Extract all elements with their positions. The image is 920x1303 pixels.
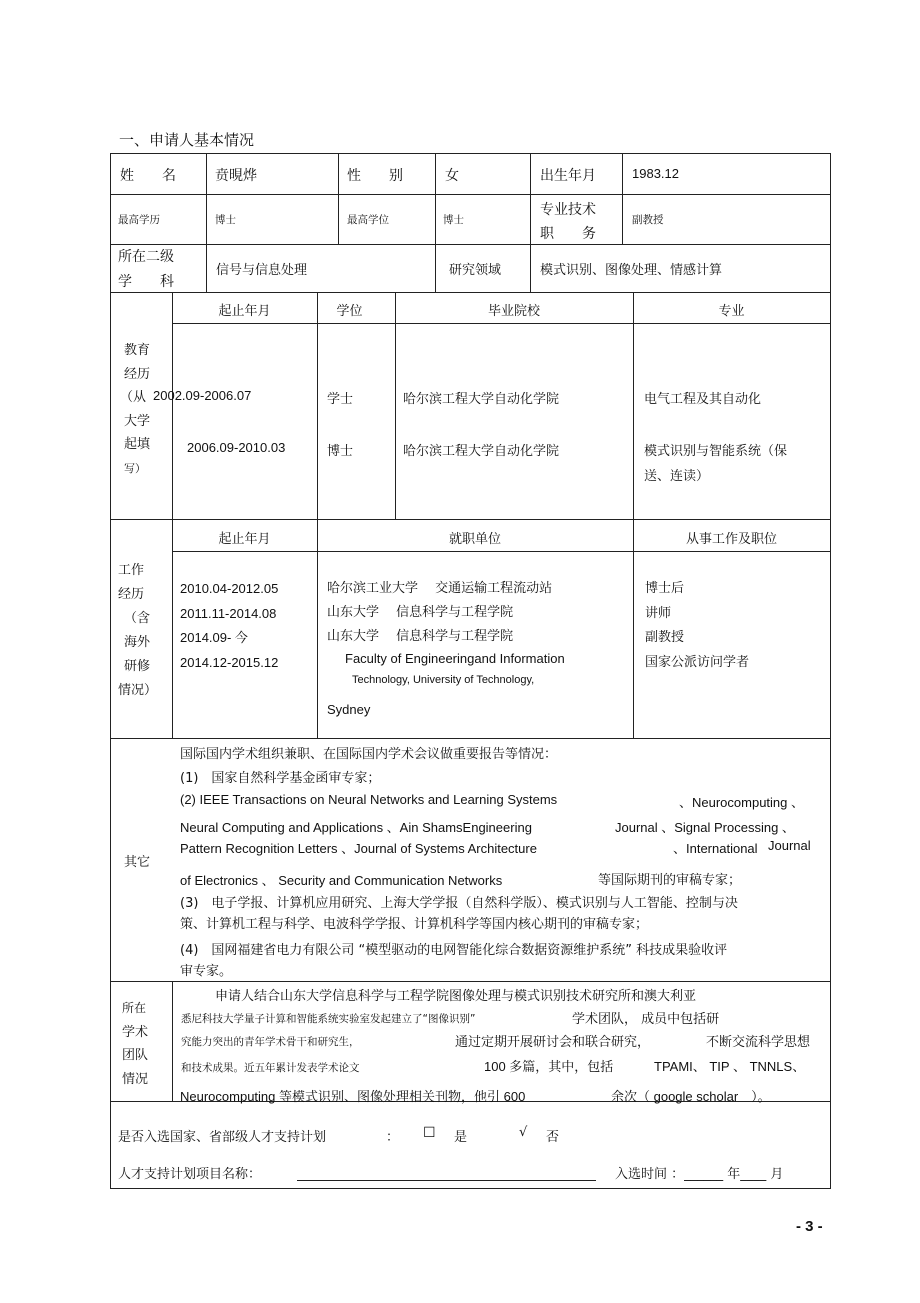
team-text: 和技术成果。近五年累计发表学术论文 bbox=[181, 1062, 360, 1074]
edu-degree: 博士 bbox=[327, 444, 354, 459]
talent-question: 是否入选国家、省部级人才支持计划 bbox=[118, 1130, 327, 1145]
education-label: 教育 经历 （从 大学 起填 写） bbox=[120, 343, 151, 475]
work-header-unit: 就职单位 bbox=[448, 532, 501, 547]
no-check-icon[interactable]: √ bbox=[519, 1125, 528, 1140]
team-text: TPAMI、 TIP 、 TNNLS、 bbox=[654, 1059, 806, 1074]
work-label: 工作 经历 （含 海外 研修 情况） bbox=[118, 563, 158, 698]
edu-degree: 学士 bbox=[327, 392, 354, 407]
other-label: 其它 bbox=[124, 855, 151, 870]
team-text: 余次（ google scholar ）。 bbox=[611, 1089, 771, 1104]
selection-time: 入选时间 ：______ 年____ 月 bbox=[615, 1167, 784, 1182]
discipline-label-2: 学 科 bbox=[118, 274, 174, 290]
discipline-value: 信号与信息处理 bbox=[216, 263, 308, 278]
yes-label: 是 bbox=[454, 1130, 468, 1145]
work-unit: 山东大学 信息科学与工程学院 bbox=[327, 605, 514, 620]
edu-header-degree: 学位 bbox=[336, 304, 363, 319]
work-unit-cont: Sydney bbox=[327, 702, 371, 717]
edu-school: 哈尔滨工程大学自动化学院 bbox=[403, 392, 560, 407]
edu-period: 2006.09-2010.03 bbox=[187, 440, 286, 455]
other-item-3-cont: 策、计算机工程与科学、电波科学学报、计算机科学等国内核心期刊的审稿专家； bbox=[180, 917, 649, 932]
talent-colon: ： bbox=[386, 1130, 400, 1145]
project-name-label: 人才支持计划项目名称： bbox=[118, 1167, 262, 1182]
gender-value: 女 bbox=[445, 168, 459, 184]
section-title: 一、申请人基本情况 bbox=[119, 131, 255, 149]
other-intro: 国际国内学术组织兼职、在国际国内学术会议做重要报告等情况： bbox=[180, 747, 558, 762]
work-unit-cont: Technology, University of Technology, bbox=[352, 674, 535, 686]
team-text: 通过定期开展研讨会和联合研究， bbox=[455, 1035, 651, 1050]
degree-value: 博士 bbox=[443, 214, 464, 226]
gender-label: 性 别 bbox=[347, 168, 403, 184]
name-value: 贲晛烨 bbox=[215, 168, 257, 184]
edu-header-period: 起止年月 bbox=[218, 304, 271, 319]
other-item-1: (1) 国家自然科学基金函审专家； bbox=[180, 771, 381, 786]
page-number: - 3 - bbox=[796, 1218, 823, 1235]
team-text: 学术团队， 成员中包括研 bbox=[572, 1012, 720, 1027]
edu-major: 模式识别与智能系统（保 bbox=[644, 444, 788, 459]
team-text: 悉尼科技大学量子计算和智能系统实验室发起建立了“图像识别” bbox=[181, 1013, 476, 1025]
birth-label: 出生年月 bbox=[540, 168, 596, 184]
work-header-period: 起止年月 bbox=[218, 532, 271, 547]
title-label-2: 职 务 bbox=[540, 226, 596, 242]
work-unit: 山东大学 信息科学与工程学院 bbox=[327, 629, 514, 644]
team-text: Neurocomputing 等模式识别、图像处理相关刊物，他引 600 bbox=[180, 1089, 526, 1104]
other-item-4: (4) 国网福建省电力有限公司 “模型驱动的电网智能化综合数据资源维护系统” 科技成果验收评 bbox=[180, 943, 728, 958]
work-periods: 2010.04-2012.05 2011.11-2014.08 2014.09- 今 2014.12-2015.12 bbox=[180, 581, 279, 670]
other-item-3: (3) 电子学报、计算机应用研究、上海大学学报（自然科学版）、模式识别与人工智能、控制与决 bbox=[180, 896, 738, 911]
other-item-4-cont: 审专家。 bbox=[180, 964, 233, 979]
yes-checkbox[interactable]: ☐ bbox=[423, 1125, 436, 1141]
field-value: 模式识别、图像处理、情感计算 bbox=[540, 263, 723, 278]
team-text: 究能力突出的青年学术骨干和研究生， bbox=[181, 1036, 360, 1048]
edu-header-major: 专业 bbox=[718, 304, 745, 319]
project-name-field[interactable] bbox=[297, 1180, 596, 1181]
field-label: 研究领域 bbox=[449, 263, 502, 278]
team-text: 申请人结合山东大学信息科学与工程学院图像处理与模式识别技术研究所和澳大利亚 bbox=[215, 989, 697, 1004]
title-value: 副教授 bbox=[632, 214, 664, 226]
team-text: 100 多篇，其中，包括 bbox=[484, 1059, 614, 1074]
work-unit: Faculty of Engineeringand Information bbox=[345, 651, 565, 666]
title-label-1: 专业技术 bbox=[540, 202, 596, 218]
work-header-position: 从事工作及职位 bbox=[685, 532, 777, 547]
edu-label: 最高学历 bbox=[118, 214, 160, 226]
edu-major: 电气工程及其自动化 bbox=[644, 392, 762, 407]
team-label: 所在 学术 团队 情况 bbox=[122, 1001, 149, 1087]
degree-label: 最高学位 bbox=[347, 214, 389, 226]
edu-major-cont: 送、连读） bbox=[644, 469, 710, 484]
edu-school: 哈尔滨工程大学自动化学院 bbox=[403, 444, 560, 459]
birth-value: 1983.12 bbox=[632, 166, 679, 181]
edu-period: 2002.09-2006.07 bbox=[153, 388, 252, 403]
work-positions: 博士后 讲师 副教授 国家公派访问学者 bbox=[645, 581, 750, 670]
edu-header-school: 毕业院校 bbox=[487, 304, 540, 319]
edu-value: 博士 bbox=[215, 214, 236, 226]
name-label: 姓 名 bbox=[120, 168, 176, 184]
work-unit: 哈尔滨工业大学 交通运输工程流动站 bbox=[327, 581, 553, 596]
team-text: 不断交流科学思想 bbox=[706, 1035, 811, 1050]
no-label: 否 bbox=[546, 1130, 560, 1145]
discipline-label-1: 所在二级 bbox=[118, 249, 174, 265]
